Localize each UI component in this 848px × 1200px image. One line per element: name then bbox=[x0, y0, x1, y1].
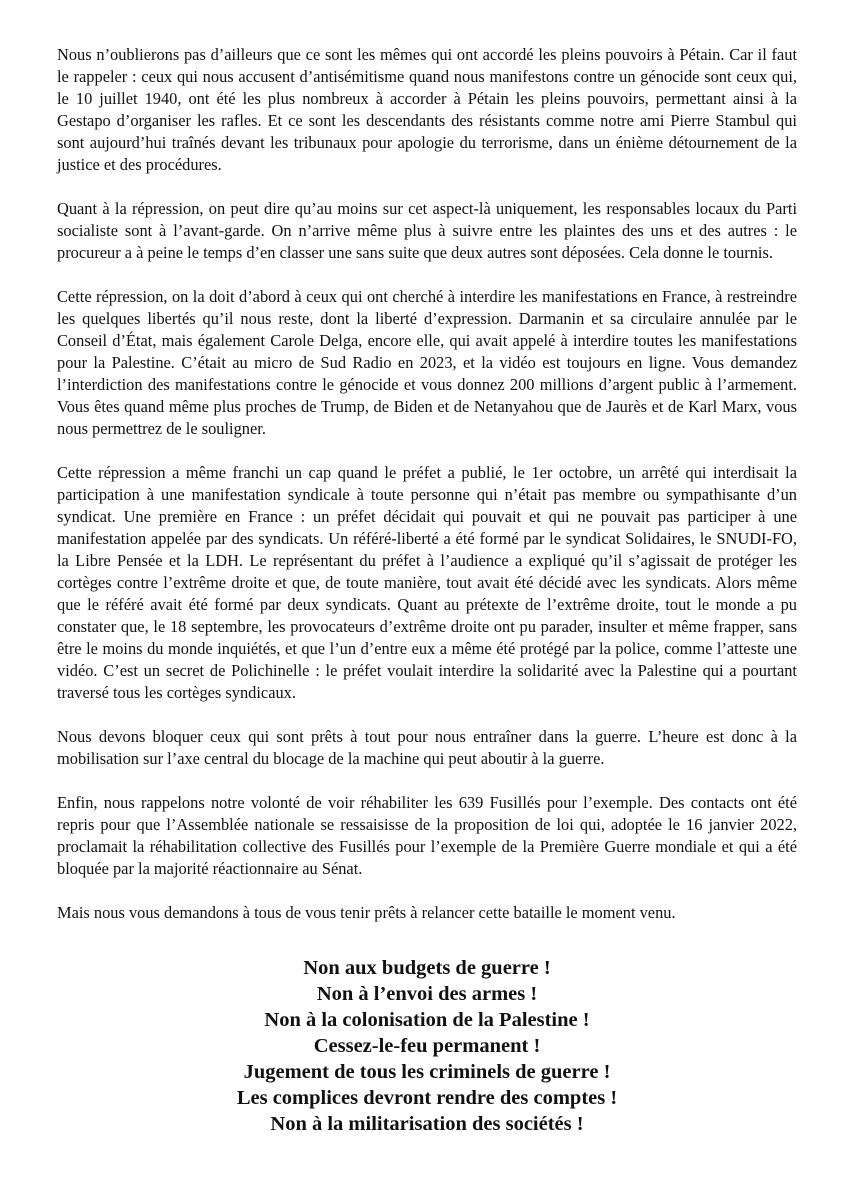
paragraph-interdiction-manifestations: Cette répression, on la doit d’abord à ceux qui ont cherché à interdire les manifestations en France, à restreindre les quelques libertés qu’il nous reste, dont la liberté d’expression. Darmanin et sa circulaire annulée par le Conseil d’État, mais également Carole Delga, encore elle, qui avait appelé à interdire toutes les manifestations pour la Palestine. C’était au micro de Sud Radio en 2023, et la vidéo est toujours en ligne. Vous demandez l’interdiction des manifestations contre le génocide et vous donnez 200 millions d’argent public à l’armement. Vous êtes quand même plus proches de Trump, de Biden et de Netanyahou que de Jaurès et de Karl Marx, vous nous permettrez de le souligner. bbox=[57, 287, 797, 438]
paragraph-repression-ps: Quant à la répression, on peut dire qu’au moins sur cet aspect-là uniquement, les responsables locaux du Parti socialiste sont à l’avant-garde. On n’arrive même plus à suivre entre les plaintes des uns et des autres : le procureur a à peine le temps d’en classer une sans suite que deux autres sont déposées. Cela donne le tournis. bbox=[57, 199, 797, 262]
slogan: Les complices devront rendre des comptes ! bbox=[236, 1087, 618, 1109]
slogan: Non à la militarisation des sociétés ! bbox=[270, 1113, 584, 1135]
paragraph-bloquer-guerre: Nous devons bloquer ceux qui sont prêts à tout pour nous entraîner dans la guerre. L’heure est donc à la mobilisation sur l’axe central du blocage de la machine qui peut aboutir à la guerre. bbox=[57, 727, 797, 768]
slogan: Non à l’envoi des armes ! bbox=[316, 983, 538, 1005]
slogans-block bbox=[57, 955, 797, 1137]
document-page bbox=[57, 44, 797, 1137]
paragraph-fusilles: Enfin, nous rappelons notre volonté de voir réhabiliter les 639 Fusillés pour l’exemple. Des contacts ont été repris pour que l’Assemblée nationale se ressaisisse de la proposition de loi qui, adoptée le 16 janvier 2022, proclamait la réhabilitation collective des Fusillés pour l’exemple de la Première Guerre mondiale et qui a été bloquée par la majorité réactionnaire au Sénat. bbox=[57, 793, 797, 878]
paragraph-petain: Nous n’oublierons pas d’ailleurs que ce sont les mêmes qui ont accordé les pleins pouvoirs à Pétain. Car il faut le rappeler : ceux qui nous accusent d’antisémitisme quand nous manifestons contre un génocide sont ceux qui, le 10 juillet 1940, ont été les plus nombreux à accorder à Pétain les pleins pouvoirs, permettant ainsi à la Gestapo d’organiser les rafles. Et ce sont les descendants des résistants comme notre ami Pierre Stambul qui sont aujourd’hui traînés devant les tribunaux pour apologie du terrorisme, dans un énième détournement de la justice et des procédures. bbox=[57, 45, 797, 174]
paragraph-bataille: Mais nous vous demandons à tous de vous tenir prêts à relancer cette bataille le moment venu. bbox=[57, 903, 676, 922]
slogan: Cessez-le-feu permanent ! bbox=[313, 1035, 541, 1057]
slogan: Non aux budgets de guerre ! bbox=[303, 957, 551, 979]
paragraph-arrete-prefet: Cette répression a même franchi un cap quand le préfet a publié, le 1er octobre, un arrêté qui interdisait la participation à une manifestation syndicale à toute personne qui n’était pas membre ou sympathisante d’un syndicat. Une première en France : un préfet décidait qui pouvait et qui ne pouvait pas participer à une manifestation appelée par des syndicats. Un référé-liberté a été formé par le syndicat Solidaires, le SNUDI-FO, la Libre Pensée et la LDH. Le représentant du préfet à l’audience a expliqué qu’il s’agissait de protéger les cortèges contre l’extrême droite et que, de toute manière, tout avait été décidé avec les syndicats. Alors même que le référé avait été formé par deux syndicats. Quant au prétexte de l’extrême droite, tout le monde a pu constater que, le 18 septembre, les provocateurs d’extrême droite ont pu parader, insulter et même frapper, sans être le moins du monde inquiétés, et que l’un d’entre eux a même été protégé par la police, comme l’atteste une vidéo. C’est un secret de Polichinelle : le préfet voulait interdire la solidarité avec la Palestine qui a pourtant traversé tous les cortèges syndicaux. bbox=[57, 463, 797, 702]
slogan: Non à la colonisation de la Palestine ! bbox=[264, 1009, 590, 1031]
slogan: Jugement de tous les criminels de guerre ! bbox=[243, 1061, 611, 1083]
